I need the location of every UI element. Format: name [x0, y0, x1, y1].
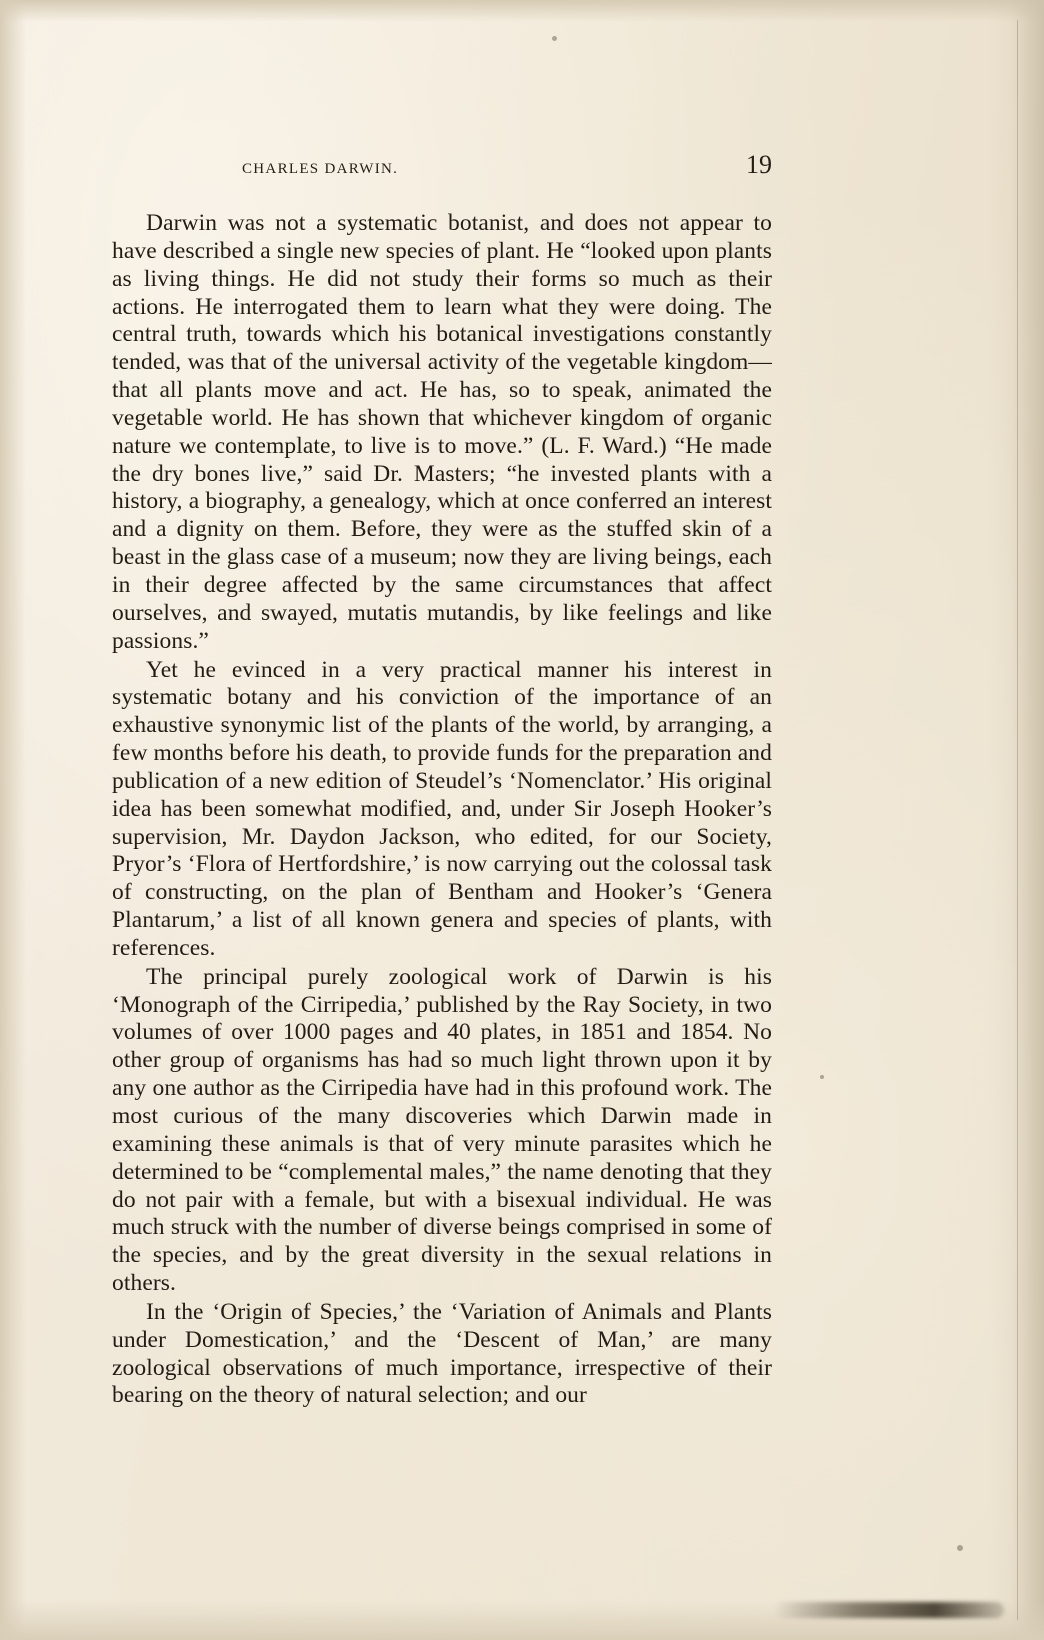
- page-number: 19: [746, 150, 772, 179]
- page-edge-left: [0, 0, 26, 1640]
- page-content: [112, 150, 772, 1410]
- page-border-line: [1017, 20, 1018, 1620]
- body-paragraph: Yet he evinced in a very practical manner his interest in systematic botany and his conviction of the importance of an exhaustive synonymic list of the plants of the world, by arranging, a few months before his death, to provide funds for the preparation and publication of a new edition of Steudel’s ‘Nomenclator.’ His original idea has been somewhat modified, and, under Sir Joseph Hooker’s supervision, Mr. Daydon Jackson, who edited, for our Society, Pryor’s ‘Flora of Hertfordshire,’ is now carrying out the colossal task of constructing, on the plan of Bentham and Hooker’s ‘Genera Plantarum,’ a list of all known genera and species of plants, with references.: [112, 656, 772, 961]
- scan-speck: [957, 1545, 963, 1551]
- running-head: [112, 150, 772, 180]
- ink-smudge: [774, 1602, 1004, 1618]
- body-paragraph: Darwin was not a systematic botanist, and does not appear to have described a single new species of plant. He “looked upon plants as living things. He did not study their forms so much as their actions. He interrogated them to learn what they were doing. The central truth, towards which his botanical investigations constantly tended, was that of the universal activity of the vegetable kingdom—that all plants move and act. He has, so to speak, animated the vegetable world. He has shown that whichever kingdom of organic nature we contemplate, to live is to move.” (L. F. Ward.) “He made the dry bones live,” said Dr. Masters; “he invested plants with a history, a biography, a genealogy, which at once conferred an interest and a dignity on them. Before, they were as the stuffed skin of a beast in the glass case of a museum; now they are living beings, each in their degree affected by the same circumstances that affect ourselves, and swayed, mutatis mutandis, by like feelings and like passions.”: [112, 210, 772, 654]
- running-head-title: CHARLES DARWIN.: [242, 161, 399, 177]
- scan-speck: [820, 1075, 824, 1079]
- page-edge-right: [988, 0, 1044, 1640]
- page-edge-top: [0, 0, 1044, 22]
- body-paragraph: In the ‘Origin of Species,’ the ‘Variation of Animals and Plants under Domestication,’ and the ‘Descent of Man,’ are many zoological observations of much importance, irrespective of their bearing on the theory of natural selection; and our: [112, 1298, 772, 1409]
- scan-speck: [552, 36, 557, 41]
- body-paragraph: The principal purely zoological work of Darwin is his ‘Monograph of the Cirripedia,’ published by the Ray Society, in two volumes of over 1000 pages and 40 plates, in 1851 and 1854. No other group of organisms has had so much light thrown upon it by any one author as the Cirripedia have had in this profound work. The most curious of the many discoveries which Darwin made in examining these animals is that of very minute parasites which he determined to be “complemental males,” the name denoting that they do not pair with a female, but with a bisexual individual. He was much struck with the number of diverse beings comprised in some of the species, and by the great diversity in the sexual relations in others.: [112, 963, 772, 1297]
